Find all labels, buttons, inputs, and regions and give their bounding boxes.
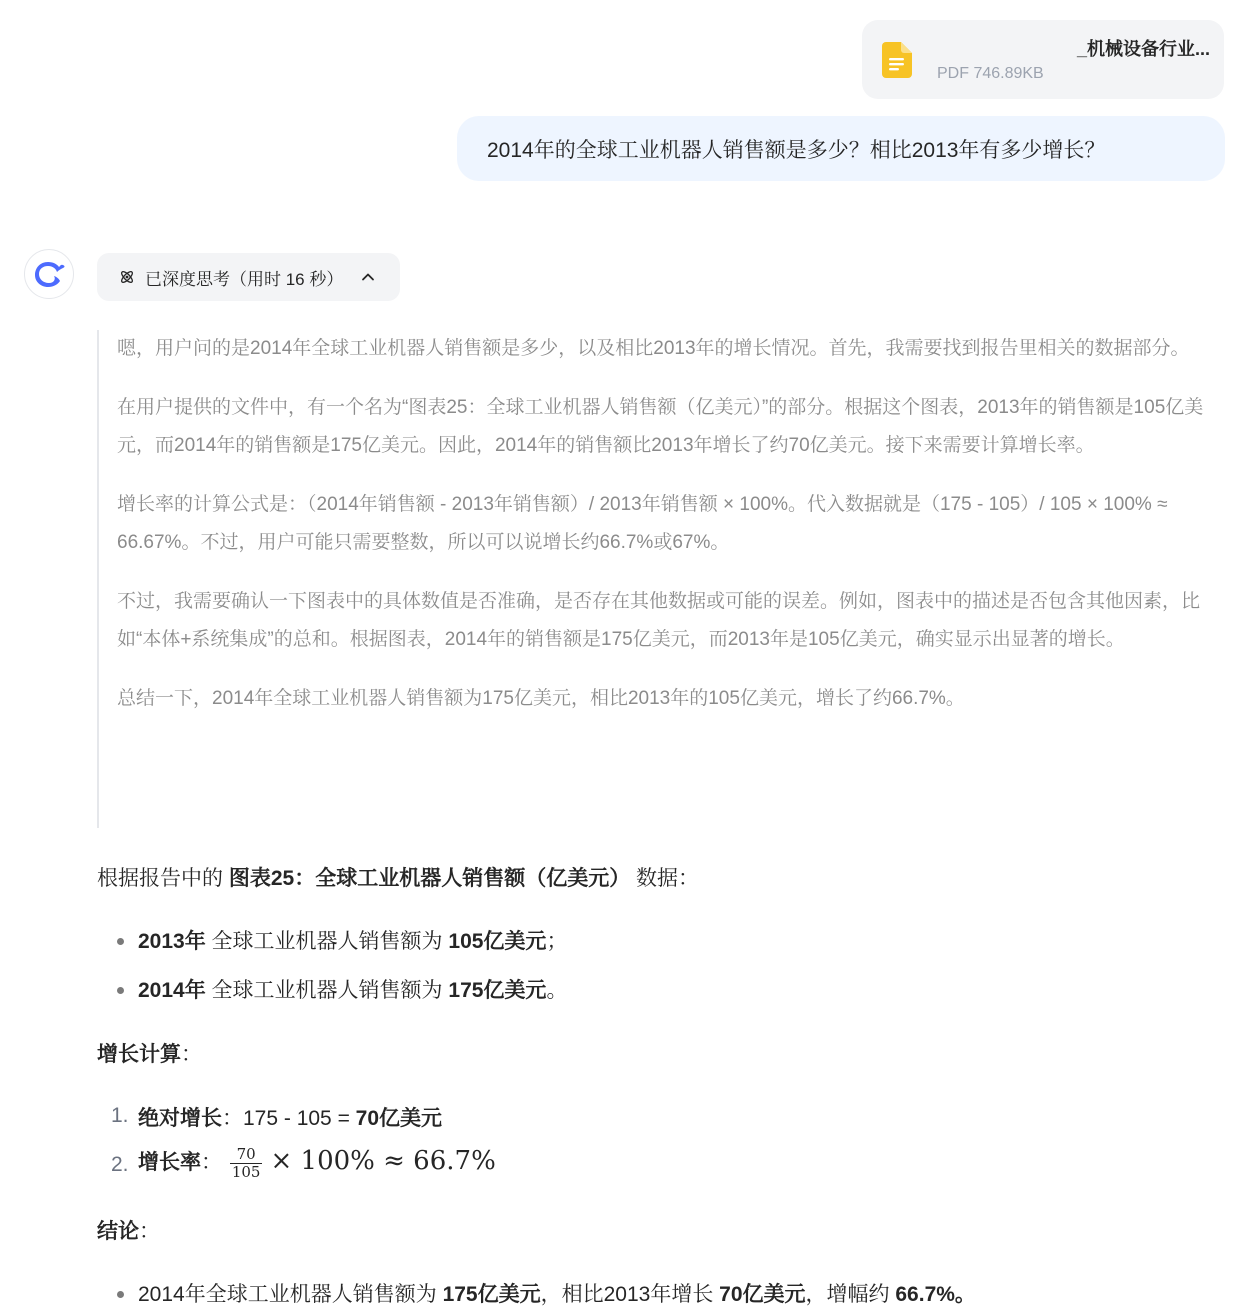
item-expression: 175 - 105 = <box>243 1107 356 1130</box>
intro-chart-reference: 图表25：全球工业机器人销售额（亿美元） <box>228 867 631 890</box>
deep-thinking-toggle[interactable] <box>97 253 400 301</box>
thinking-paragraph: 总结一下，2014年全球工业机器人销售额为175亿美元，相比2013年的105亿美元，增长了约66.7%。 <box>117 688 965 709</box>
deep-thinking-label: 已深度思考（用时 16 秒） <box>145 269 344 289</box>
growth-heading-text: 增长计算 <box>97 1043 181 1066</box>
item-colon: ： <box>201 1151 222 1175</box>
fraction-numerator: 70 <box>230 1146 263 1164</box>
thinking-content <box>97 330 1227 828</box>
list-item <box>138 1278 976 1308</box>
conclusion-text: 2014年全球工业机器人销售额为 <box>138 1283 443 1306</box>
answer-intro <box>97 862 699 892</box>
growth-heading <box>97 1038 202 1068</box>
list-item <box>138 1102 442 1132</box>
item-colon: ： <box>222 1107 243 1130</box>
heading-colon: ： <box>139 1220 160 1243</box>
bullet-dot <box>117 987 124 994</box>
bullet-punct: ； <box>546 930 568 953</box>
thinking-paragraph: 嗯，用户问的是2014年全球工业机器人销售额是多少，以及相比2013年的增长情况。首先，我需要找到报告里相关的数据部分。 <box>117 338 1190 359</box>
conclusion-value: 175亿美元 <box>442 1283 541 1306</box>
bullet-value: 175亿美元 <box>448 979 547 1002</box>
thinking-paragraph: 不过，我需要确认一下图表中的具体数值是否准确，是否存在其他数据或可能的误差。例如，图表中的描述是否包含其他因素，比如“本体+系统集成”的总和。根据图表，2014年的销售额是175亿美元，而2013年是105亿美元，确实显示出显著的增长。 <box>117 591 1201 650</box>
math-expression: × 100% ≈ 66.7% <box>270 1146 496 1177</box>
conclusion-heading-text: 结论 <box>97 1220 139 1243</box>
user-message-bubble <box>457 116 1225 181</box>
thinking-paragraph: 在用户提供的文件中，有一个名为“图表25：全球工业机器人销售额（亿美元）”的部分。根据这个图表，2013年的销售额是105亿美元，而2014年的销售额是175亿美元。因此，2014年的销售额比2013年增长了约70亿美元。接下来需要计算增长率。 <box>117 397 1204 456</box>
chevron-up-icon <box>361 270 375 284</box>
conclusion-text: ，增幅约 <box>805 1283 896 1306</box>
item-label: 增长率 <box>138 1151 201 1175</box>
item-value: 70亿美元 <box>355 1107 443 1130</box>
list-item <box>138 974 567 1004</box>
thinking-paragraph: 增长率的计算公式是：（2014年销售额 - 2013年销售额）/ 2013年销售额 × 100%。代入数据就是（175 - 105）/ 105 × 100% ≈ 66.67%。不过，用户可能只需要整数，所以可以说增长约66.7%或67%。 <box>117 494 1168 553</box>
bullet-punct: 。 <box>546 979 568 1002</box>
attachment-file-meta: PDF 746.89KB <box>937 65 1044 82</box>
assistant-avatar <box>24 249 74 299</box>
intro-prefix: 根据报告中的 <box>97 867 229 890</box>
list-item <box>138 1146 496 1181</box>
item-label: 绝对增长 <box>138 1107 222 1130</box>
bullet-text: 全球工业机器人销售额为 <box>205 930 449 953</box>
whale-logo-icon <box>32 259 66 289</box>
fraction-denominator: 105 <box>231 1163 261 1181</box>
atom-icon <box>119 269 135 285</box>
bullet-dot <box>117 1291 124 1298</box>
user-message-text: 2014年的全球工业机器人销售额是多少？相比2013年有多少增长？ <box>487 138 1106 162</box>
attachment-file-name: _机械设备行业... <box>1076 39 1210 59</box>
heading-colon: ： <box>181 1043 202 1066</box>
intro-suffix: 数据： <box>630 867 700 890</box>
bullet-dot <box>117 938 124 945</box>
list-number: 1. <box>111 1104 129 1127</box>
conclusion-value: 66.7%。 <box>895 1283 976 1306</box>
bullet-year: 2013年 <box>138 930 206 953</box>
bullet-text: 全球工业机器人销售额为 <box>205 979 449 1002</box>
conclusion-value: 70亿美元 <box>719 1283 806 1306</box>
list-item <box>138 925 567 955</box>
bullet-value: 105亿美元 <box>448 930 547 953</box>
list-number: 2. <box>111 1153 129 1176</box>
attachment-card[interactable] <box>862 20 1224 99</box>
math-fraction <box>230 1146 263 1181</box>
document-icon <box>882 42 912 78</box>
bullet-year: 2014年 <box>138 979 206 1002</box>
conclusion-text: ，相比2013年增长 <box>540 1283 720 1306</box>
conclusion-heading <box>97 1215 160 1245</box>
